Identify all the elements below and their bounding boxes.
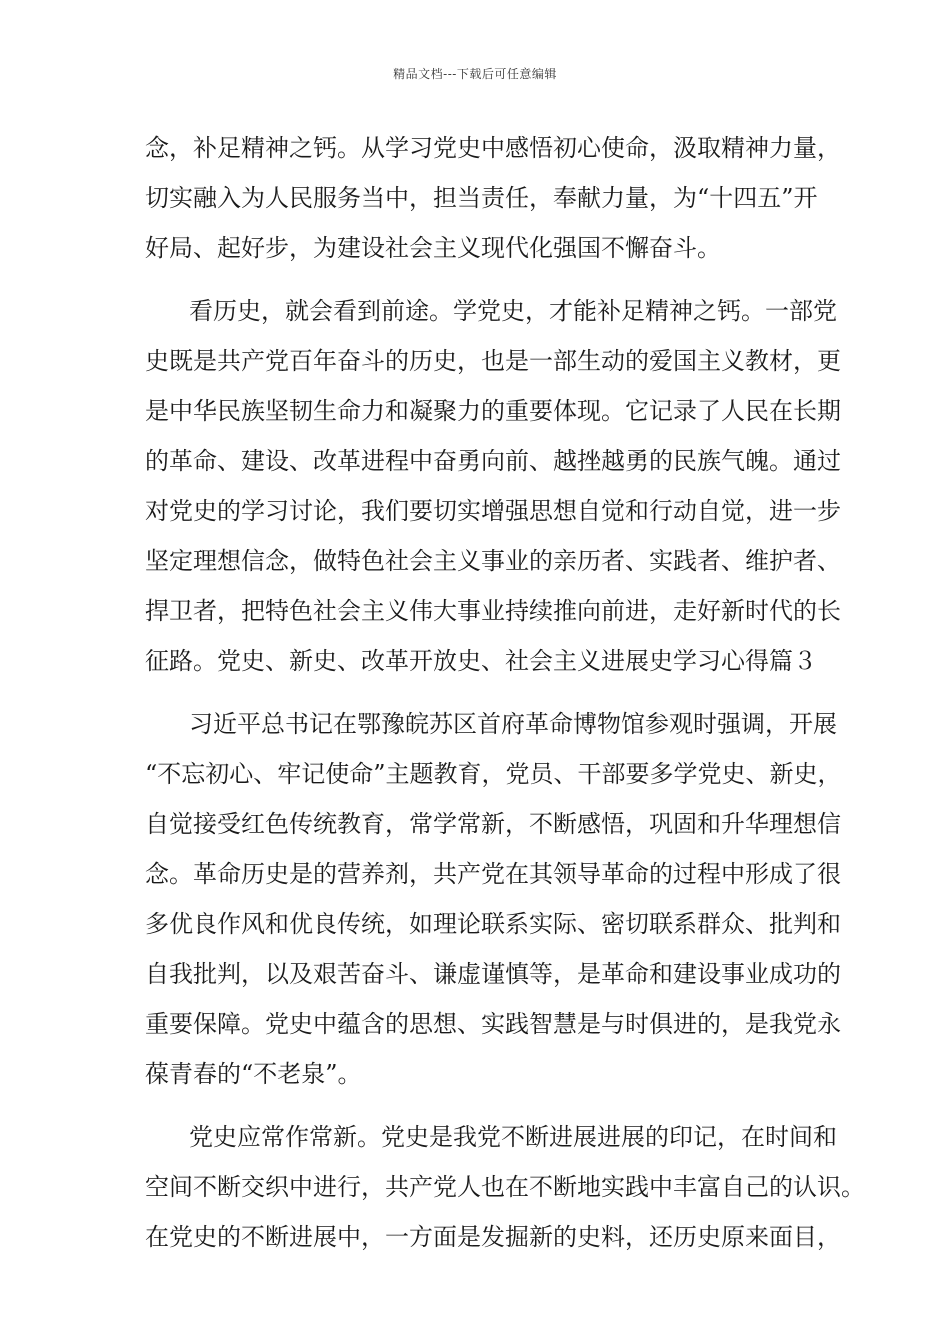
text-line: 史既是共产党百年奋斗的历史，也是一部生动的爱国主义教材，更 [145,347,841,375]
text-line: 看历史，就会看到前途。学党史，才能补足精神之钙。一部党 [189,297,837,325]
page-header: 精品文档---下载后可任意编辑 [393,67,557,81]
text-line: 习近平总书记在鄂豫皖苏区首府革命博物馆参观时强调，开展 [189,710,837,738]
text-line: “不忘初心、牢记使命”主题教育，党员、干部要多学党史、新史， [145,760,842,788]
text-line: 捍卫者，把特色社会主义伟大事业持续推向前进，走好新时代的长 [145,597,841,625]
text-line: 自我批判，以及艰苦奋斗、谦虚谨慎等，是革命和建设事业成功的 [145,960,841,988]
text-line: 坚定理想信念，做特色社会主义事业的亲历者、实践者、维护者、 [145,547,841,575]
text-line: 自觉接受红色传统教育，常学常新，不断感悟，巩固和升华理想信 [145,810,841,838]
text-line: 是中华民族坚韧生命力和凝聚力的重要体现。它记录了人民在长期 [145,397,841,425]
text-line: 多优良作风和优良传统，如理论联系实际、密切联系群众、批判和 [145,910,841,938]
text-line: 念，补足精神之钙。从学习党史中感悟初心使命，汲取精神力量， [145,134,841,162]
text-line: 在党史的不断进展中，一方面是发掘新的史料，还历史原来面目， [145,1223,841,1251]
paragraph-3 [145,704,842,1104]
document-body [145,128,865,1267]
paragraph-4 [145,1117,865,1267]
text-line: 征路。党史、新史、改革开放史、社会主义进展史学习心得篇３ [145,647,817,675]
text-line: 重要保障。党史中蕴含的思想、实践智慧是与时俱进的，是我党永 [145,1010,841,1038]
paragraph-1 [145,128,841,278]
text-line: 念。革命历史是的营养剂，共产党在其领导革命的过程中形成了很 [145,860,841,888]
text-line: 的革命、建设、改革进程中奋勇向前、越挫越勇的民族气魄。通过 [145,447,841,475]
text-line: 葆青春的“不老泉”。 [145,1060,362,1088]
text-line: 切实融入为人民服务当中，担当责任，奉献力量，为“十四五”开 [145,184,818,212]
paragraph-2 [145,291,841,691]
text-line: 好局、起好步，为建设社会主义现代化强国不懈奋斗。 [145,234,721,262]
text-line: 党史应常作常新。党史是我党不断进展进展的印记，在时间和 [189,1123,837,1151]
text-line: 空间不断交织中进行，共产党人也在不断地实践中丰富自己的认识。 [145,1173,865,1201]
text-line: 对党史的学习讨论，我们要切实增强思想自觉和行动自觉，进一步 [145,497,841,525]
